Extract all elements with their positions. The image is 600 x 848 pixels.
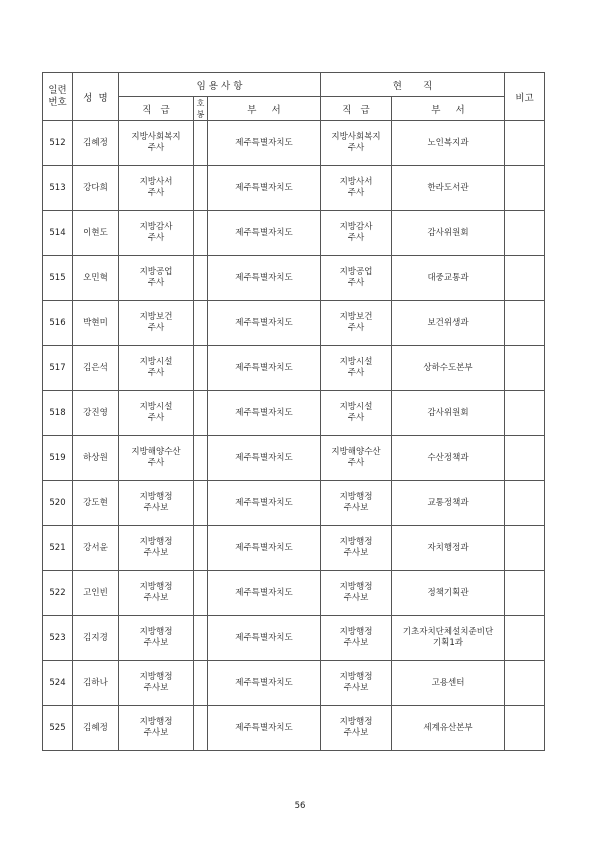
row-current-rank: 지방공업 주사	[321, 256, 392, 301]
table-row	[43, 616, 545, 661]
row-appointed-department: 제주특별자치도	[208, 661, 321, 706]
row-remarks	[505, 661, 545, 706]
table-row	[43, 301, 545, 346]
row-serial-number: 514	[43, 211, 73, 256]
row-appointed-department: 제주특별자치도	[208, 166, 321, 211]
row-step	[194, 526, 208, 571]
row-appointed-rank: 지방행정 주사보	[119, 661, 194, 706]
row-person-name: 오민혁	[73, 256, 119, 301]
row-current-department: 대중교통과	[392, 256, 505, 301]
row-current-department: 한라도서관	[392, 166, 505, 211]
row-serial-number: 524	[43, 661, 73, 706]
row-remarks	[505, 571, 545, 616]
row-appointed-department: 제주특별자치도	[208, 121, 321, 166]
row-person-name: 강다희	[73, 166, 119, 211]
row-current-department: 교통정책과	[392, 481, 505, 526]
page-number: 56	[294, 801, 306, 811]
row-person-name: 김혜정	[73, 121, 119, 166]
row-remarks	[505, 436, 545, 481]
row-current-rank: 지방행정 주사보	[321, 616, 392, 661]
row-step	[194, 391, 208, 436]
row-current-department: 세계유산본부	[392, 706, 505, 751]
row-step	[194, 571, 208, 616]
personnel-roster-table	[42, 72, 545, 751]
row-appointed-rank: 지방행정 주사보	[119, 481, 194, 526]
row-step	[194, 436, 208, 481]
row-serial-number: 520	[43, 481, 73, 526]
row-appointed-rank: 지방사회복지 주사	[119, 121, 194, 166]
header-name: 성 명	[73, 73, 119, 121]
header-rank: 직 급	[119, 97, 194, 121]
row-person-name: 김하나	[73, 661, 119, 706]
row-remarks	[505, 391, 545, 436]
row-appointed-department: 제주특별자치도	[208, 571, 321, 616]
row-current-rank: 지방시설 주사	[321, 346, 392, 391]
row-appointed-rank: 지방시설 주사	[119, 391, 194, 436]
row-appointed-rank: 지방행정 주사보	[119, 526, 194, 571]
row-current-department: 정책기획관	[392, 571, 505, 616]
header-step: 호봉	[194, 97, 208, 121]
row-current-rank: 지방시설 주사	[321, 391, 392, 436]
table-row	[43, 346, 545, 391]
row-appointed-department: 제주특별자치도	[208, 481, 321, 526]
row-current-department: 노인복지과	[392, 121, 505, 166]
row-step	[194, 706, 208, 751]
table-row	[43, 706, 545, 751]
row-current-rank: 지방사서 주사	[321, 166, 392, 211]
row-person-name: 김혜정	[73, 706, 119, 751]
row-step	[194, 661, 208, 706]
row-remarks	[505, 211, 545, 256]
table-row	[43, 661, 545, 706]
row-appointed-department: 제주특별자치도	[208, 706, 321, 751]
row-person-name: 하상원	[73, 436, 119, 481]
row-person-name: 이현도	[73, 211, 119, 256]
row-serial-number: 512	[43, 121, 73, 166]
row-remarks	[505, 166, 545, 211]
row-current-rank: 지방행정 주사보	[321, 481, 392, 526]
row-serial-number: 525	[43, 706, 73, 751]
row-current-rank: 지방사회복지 주사	[321, 121, 392, 166]
table-row	[43, 571, 545, 616]
row-appointed-rank: 지방해양수산 주사	[119, 436, 194, 481]
row-person-name: 강진영	[73, 391, 119, 436]
table-row	[43, 121, 545, 166]
row-appointed-department: 제주특별자치도	[208, 616, 321, 661]
row-appointed-department: 제주특별자치도	[208, 346, 321, 391]
table-row	[43, 166, 545, 211]
row-appointed-rank: 지방시설 주사	[119, 346, 194, 391]
table-body	[43, 121, 545, 751]
table-row	[43, 481, 545, 526]
row-serial-number: 516	[43, 301, 73, 346]
row-person-name: 강도현	[73, 481, 119, 526]
row-current-rank: 지방행정 주사보	[321, 571, 392, 616]
row-serial-number: 519	[43, 436, 73, 481]
row-current-rank: 지방보건 주사	[321, 301, 392, 346]
table-row	[43, 256, 545, 301]
row-current-rank: 지방해양수산 주사	[321, 436, 392, 481]
table-header	[43, 73, 545, 121]
row-step	[194, 346, 208, 391]
row-step	[194, 481, 208, 526]
row-serial-number: 513	[43, 166, 73, 211]
row-remarks	[505, 301, 545, 346]
row-person-name: 강서윤	[73, 526, 119, 571]
row-step	[194, 616, 208, 661]
row-serial-number: 522	[43, 571, 73, 616]
row-appointed-department: 제주특별자치도	[208, 301, 321, 346]
row-remarks	[505, 526, 545, 571]
table-row	[43, 391, 545, 436]
row-current-rank: 지방감사 주사	[321, 211, 392, 256]
row-serial-number: 521	[43, 526, 73, 571]
table-row	[43, 211, 545, 256]
row-appointed-department: 제주특별자치도	[208, 436, 321, 481]
row-current-department: 상하수도본부	[392, 346, 505, 391]
row-step	[194, 166, 208, 211]
row-current-department: 감사위원회	[392, 391, 505, 436]
header-serial-number: 일련 번호	[43, 73, 73, 121]
row-current-department: 고용센터	[392, 661, 505, 706]
row-appointed-rank: 지방행정 주사보	[119, 571, 194, 616]
row-serial-number: 515	[43, 256, 73, 301]
header-current-department: 부 서	[392, 97, 505, 121]
row-appointed-department: 제주특별자치도	[208, 526, 321, 571]
row-person-name: 고인빈	[73, 571, 119, 616]
row-appointed-department: 제주특별자치도	[208, 256, 321, 301]
row-current-rank: 지방행정 주사보	[321, 706, 392, 751]
row-remarks	[505, 481, 545, 526]
row-appointed-rank: 지방감사 주사	[119, 211, 194, 256]
row-current-department: 기초자치단체설치준비단 기획1과	[392, 616, 505, 661]
row-serial-number: 518	[43, 391, 73, 436]
header-remarks: 비고	[505, 73, 545, 121]
row-current-rank: 지방행정 주사보	[321, 661, 392, 706]
header-current-rank: 직 급	[321, 97, 392, 121]
table-row	[43, 526, 545, 571]
row-current-department: 감사위원회	[392, 211, 505, 256]
row-person-name: 김지경	[73, 616, 119, 661]
row-remarks	[505, 256, 545, 301]
row-remarks	[505, 346, 545, 391]
row-person-name: 김은석	[73, 346, 119, 391]
row-appointed-rank: 지방사서 주사	[119, 166, 194, 211]
row-appointed-rank: 지방보건 주사	[119, 301, 194, 346]
row-appointed-department: 제주특별자치도	[208, 391, 321, 436]
row-appointed-department: 제주특별자치도	[208, 211, 321, 256]
row-appointed-rank: 지방공업 주사	[119, 256, 194, 301]
row-step	[194, 211, 208, 256]
row-step	[194, 301, 208, 346]
row-current-department: 보건위생과	[392, 301, 505, 346]
row-remarks	[505, 616, 545, 661]
row-person-name: 박현미	[73, 301, 119, 346]
table-row	[43, 436, 545, 481]
header-current-position-group: 현 직	[321, 73, 505, 97]
row-remarks	[505, 706, 545, 751]
row-current-department: 수산정책과	[392, 436, 505, 481]
row-current-department: 자치행정과	[392, 526, 505, 571]
row-serial-number: 517	[43, 346, 73, 391]
row-serial-number: 523	[43, 616, 73, 661]
header-department: 부 서	[208, 97, 321, 121]
row-remarks	[505, 121, 545, 166]
header-appointment-group: 임 용 사 항	[119, 73, 321, 97]
row-appointed-rank: 지방행정 주사보	[119, 616, 194, 661]
row-step	[194, 121, 208, 166]
row-appointed-rank: 지방행정 주사보	[119, 706, 194, 751]
row-step	[194, 256, 208, 301]
row-current-rank: 지방행정 주사보	[321, 526, 392, 571]
